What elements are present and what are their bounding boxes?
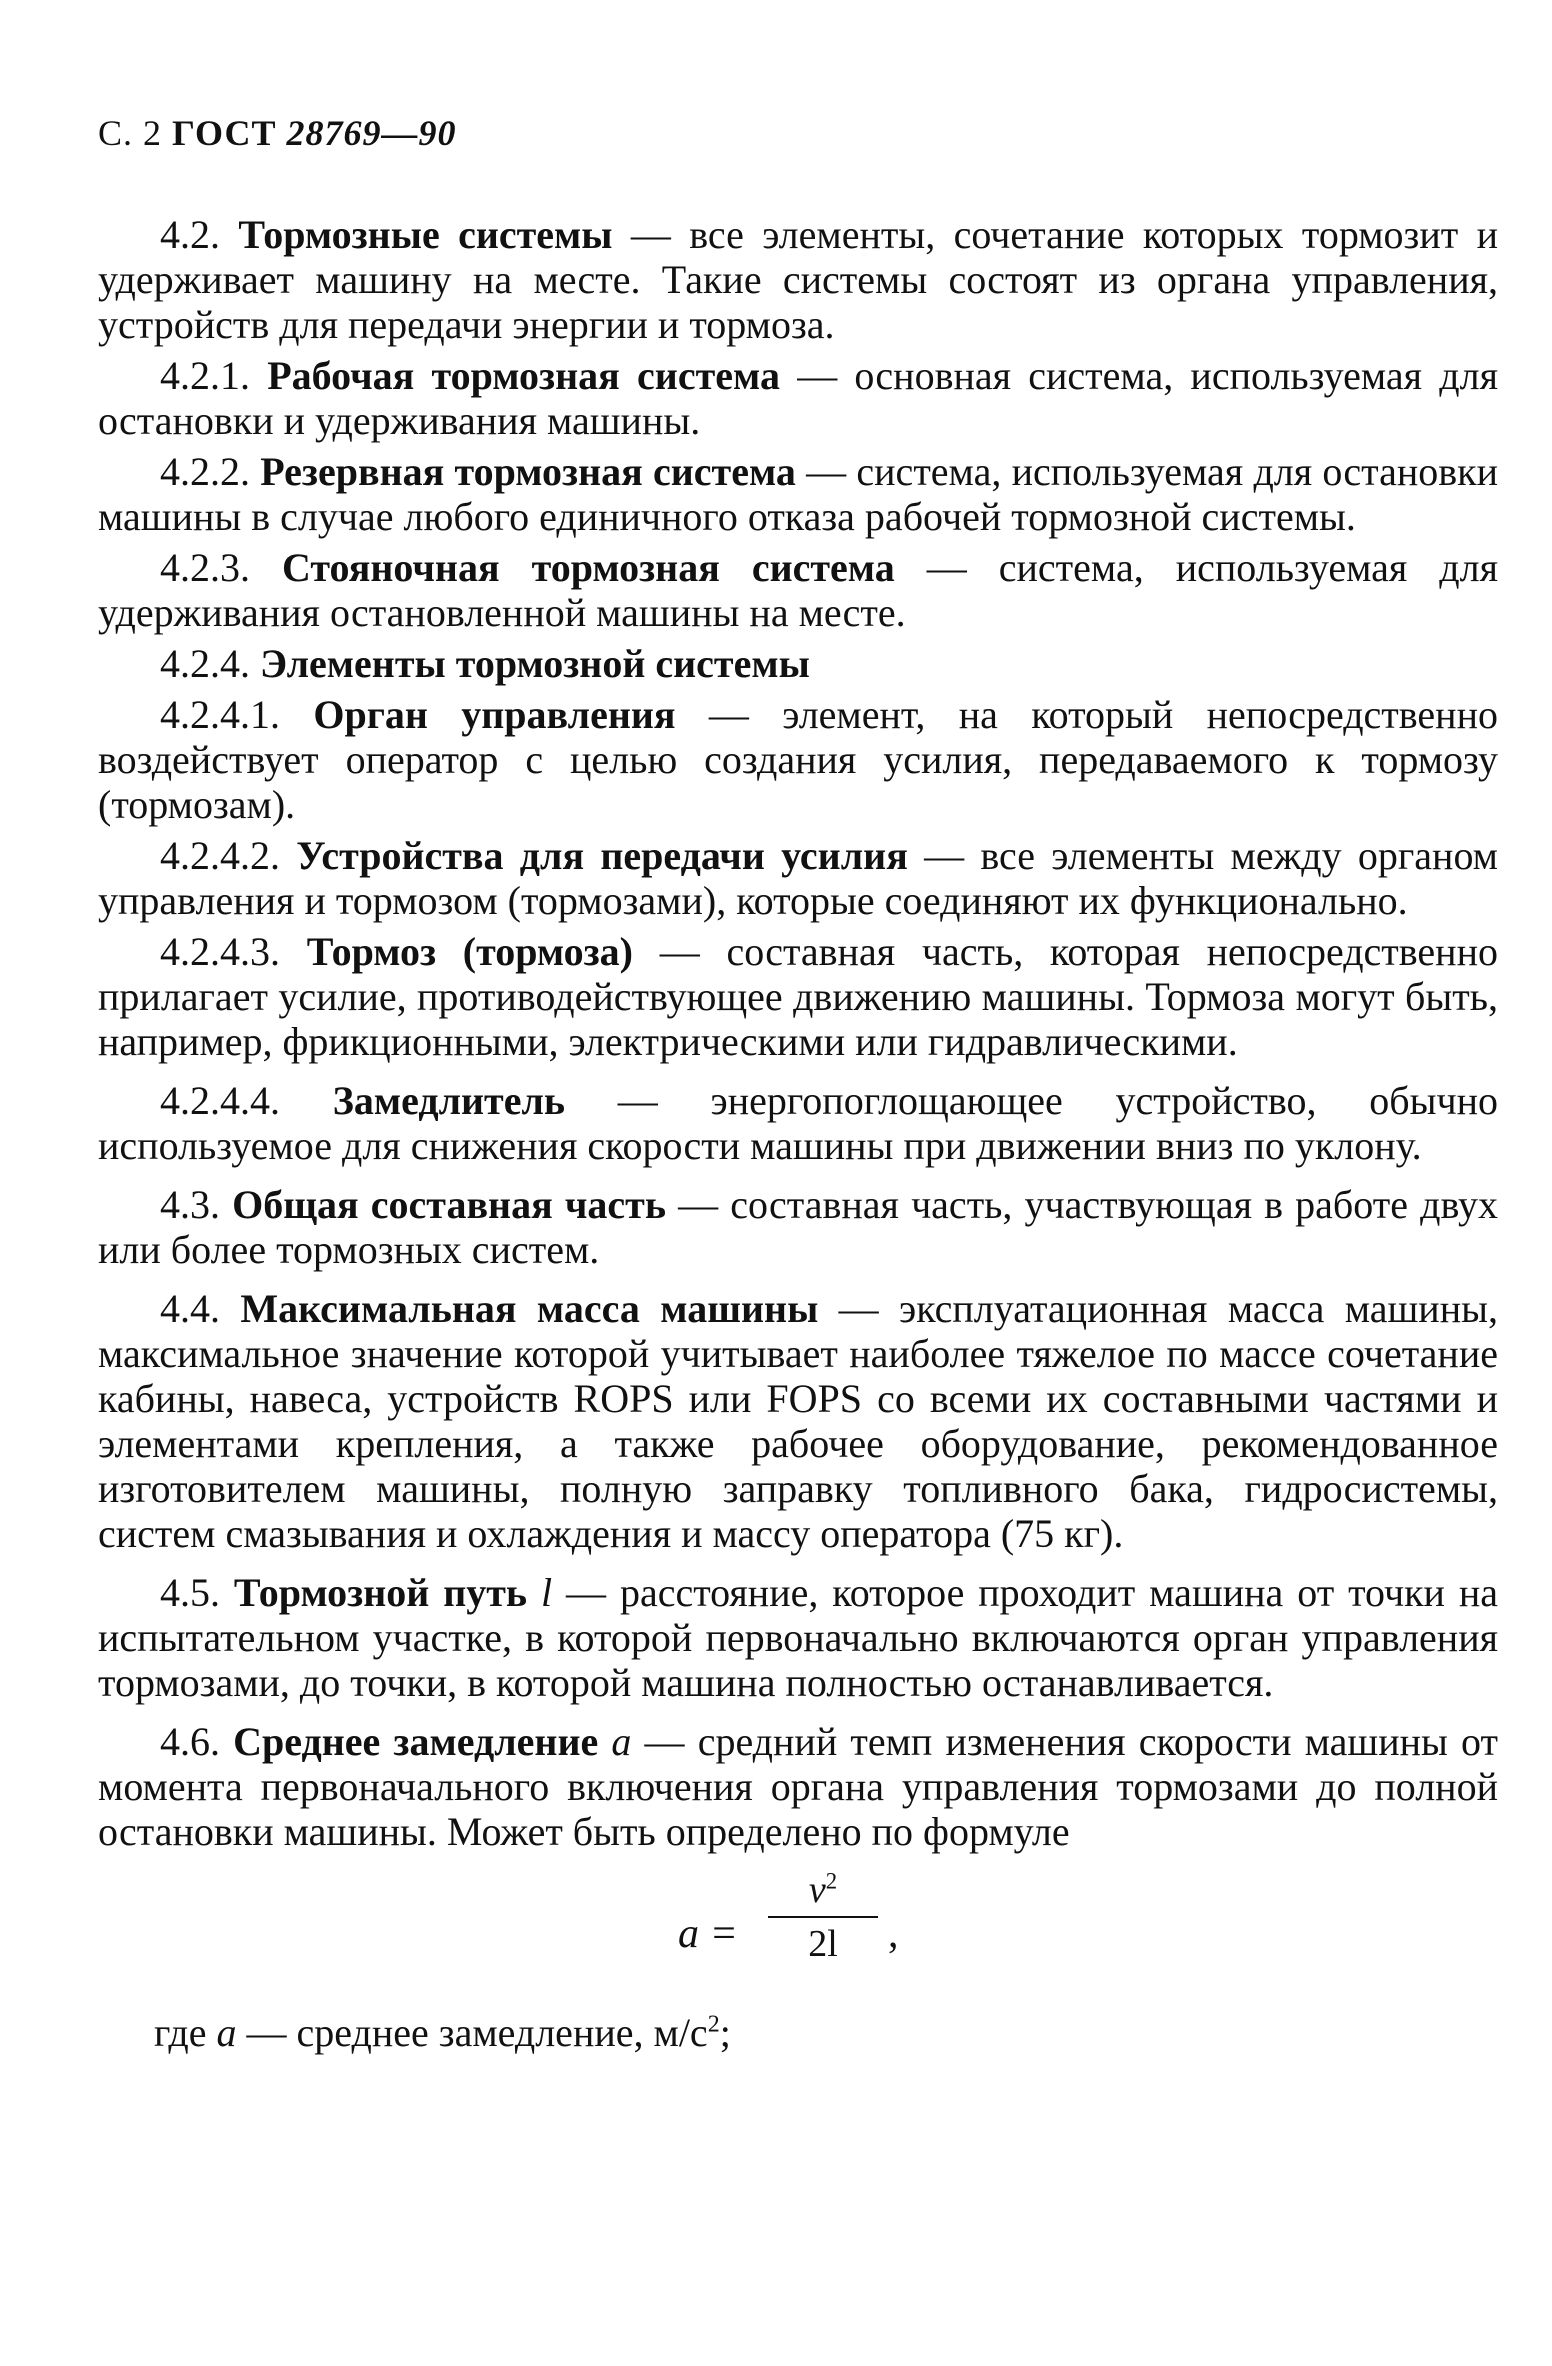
- clause-term: Рабочая тормозная система: [267, 353, 780, 398]
- clause-number: 4.6.: [160, 1719, 220, 1764]
- formula-numerator-base: v: [808, 1869, 826, 1911]
- clause-term: Устройства для передачи усилия: [296, 833, 908, 878]
- document-body: [98, 212, 1498, 2055]
- clause-4-2-3: [98, 545, 1498, 635]
- clause-term: Среднее замедление: [233, 1719, 599, 1764]
- formula-denominator: 2l: [808, 1923, 838, 1965]
- clause-number: 4.5.: [160, 1570, 220, 1615]
- clause-term: Тормоз (тормоза): [306, 929, 633, 974]
- clause-number: 4.2.2.: [160, 449, 250, 494]
- formula-trailing-comma: ,: [888, 1911, 899, 1957]
- clause-4-2-1: [98, 353, 1498, 443]
- standard-label: ГОСТ: [172, 113, 277, 153]
- clause-number: 4.2.: [160, 212, 220, 257]
- clause-text: — расстояние, которое проходит машина от точки на испытательном участке, в которой первоначально включаются орган управления тормозами, до точки, в которой машина полностью останавливается.: [98, 1570, 1499, 1705]
- clause-text: — все элементы между органом управления и тормозом (тормозами), которые соединяют их функционально.: [98, 833, 1498, 923]
- formula-numerator: [768, 1868, 878, 1912]
- clause-text: — все элементы, сочетание которых тормозит и удерживает машину на месте. Такие системы состоят из органа управления, устройств для передачи энергии и тормоза.: [98, 212, 1498, 347]
- clause-text: — эксплуатационная масса машины, максимальное значение которой учитывает наиболее тяжелое по массе сочетание кабины, навеса, устройств ROPS или FOPS со всеми их составными частями и элементами крепления, а также рабочее оборудование, рекомендованное изготовителем машины, полную заправку топливного бака, гидросистемы, систем смазывания и охлаждения и массу оператора (75 кг).: [98, 1286, 1498, 1556]
- clause-term: Замедлитель: [332, 1078, 566, 1123]
- fraction-bar: [768, 1916, 878, 1918]
- clause-4-4: [98, 1286, 1498, 1556]
- formula-lhs: a =: [678, 1911, 738, 1957]
- clause-4-2-4: [98, 641, 1498, 686]
- clause-symbol: l: [541, 1570, 553, 1615]
- clause-text: — элемент, на который непосредственно воздействует оператор с целью создания усилия, передаваемого к тормозу (тормозам).: [98, 692, 1498, 827]
- clause-term: Элементы тормозной системы: [260, 641, 810, 686]
- clause-4-2-4-3: [98, 929, 1498, 1064]
- clause-symbol: a: [611, 1719, 632, 1764]
- clause-text: — средний темп изменения скорости машины от момента первоначального включения органа управления тормозами до полной остановки машины. Может быть определено по формуле: [98, 1719, 1498, 1854]
- clause-text: — система, используемая для удерживания остановленной машины на месте.: [98, 545, 1499, 635]
- legend-unit-exponent: 2: [707, 2011, 720, 2038]
- clause-text: — система, используемая для остановки машины в случае любого единичного отказа рабочей тормозной системы.: [98, 449, 1498, 539]
- clause-text: — составная часть, которая непосредственно прилагает усилие, противодействующее движению машины. Тормоза могут быть, например, фрикционными, электрическими или гидравлическими.: [98, 929, 1498, 1064]
- clause-term: Резервная тормозная система: [260, 449, 796, 494]
- clause-number: 4.2.4.2.: [160, 833, 280, 878]
- deceleration-formula: [98, 1868, 1498, 1988]
- clause-term: Общая составная часть: [232, 1182, 666, 1227]
- formula-fraction: [768, 1868, 878, 1966]
- clause-text: — энергопоглощающее устройство, обычно используемое для снижения скорости машины при движении вниз по уклону.: [98, 1078, 1499, 1168]
- legend-end: ;: [719, 2010, 731, 2055]
- standard-number: 28769—90: [286, 113, 457, 153]
- legend-symbol: a: [216, 2010, 237, 2055]
- clause-number: 4.2.4.1.: [160, 692, 280, 737]
- clause-text: — основная система, используемая для остановки и удерживания машины.: [98, 353, 1498, 443]
- clause-4-3: [98, 1182, 1498, 1272]
- clause-text: — составная часть, участвующая в работе двух или более тормозных систем.: [98, 1182, 1498, 1272]
- clause-term: Стояночная тормозная система: [282, 545, 895, 590]
- page-header: [98, 112, 456, 154]
- clause-number: 4.4.: [160, 1286, 220, 1331]
- clause-term: Тормозные системы: [238, 212, 613, 257]
- clause-number: 4.2.4.3.: [160, 929, 280, 974]
- clause-4-2-4-2: [98, 833, 1498, 923]
- clause-number: 4.2.3.: [160, 545, 250, 590]
- clause-number: 4.2.4.4.: [160, 1078, 280, 1123]
- clause-4-5: [98, 1570, 1498, 1705]
- clause-4-2-4-4: [98, 1078, 1498, 1168]
- clause-4-6: [98, 1719, 1498, 1854]
- clause-4-2-2: [98, 449, 1498, 539]
- clause-number: 4.3.: [160, 1182, 220, 1227]
- clause-4-2-4-1: [98, 692, 1498, 827]
- page-number: С. 2: [98, 113, 163, 153]
- legend-text: — среднее замедление, м/с: [236, 2010, 708, 2055]
- formula-legend: [154, 2010, 1498, 2055]
- clause-term: Орган управления: [313, 692, 676, 737]
- clause-term: Тормозной путь: [233, 1570, 528, 1615]
- clause-number: 4.2.4.: [160, 641, 250, 686]
- legend-prefix: где: [154, 2010, 217, 2055]
- clause-4-2: [98, 212, 1498, 347]
- formula-numerator-exponent: 2: [825, 1868, 838, 1894]
- clause-number: 4.2.1.: [160, 353, 250, 398]
- clause-term: Максимальная масса машины: [240, 1286, 819, 1331]
